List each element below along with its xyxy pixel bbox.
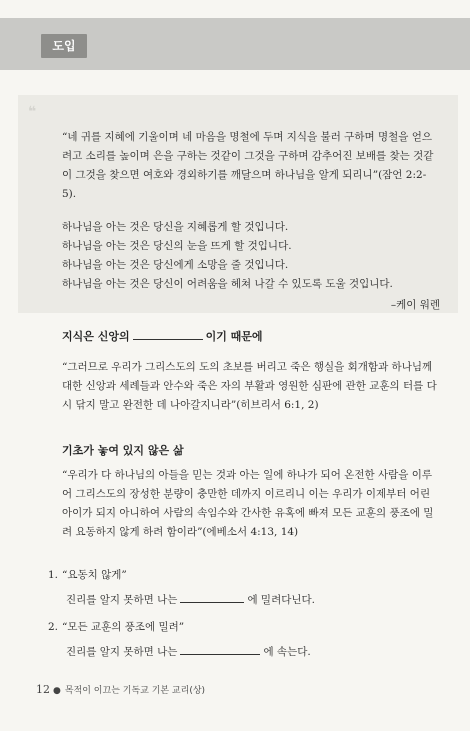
list-item bbox=[48, 566, 448, 610]
fill-blank[interactable] bbox=[133, 329, 203, 340]
bullet-icon: ● bbox=[53, 686, 61, 696]
page-footer bbox=[36, 683, 205, 696]
panel-ornament: ❝ bbox=[28, 104, 37, 120]
section2-quote: “우리가 다 하나님의 아들을 믿는 것과 아는 일에 하나가 되어 온전한 사람을 이루어 그리스도의 장성한 분량이 충만한 데까지 이르리니 이는 우리가 이제부터 어린아이가 되지 아니하여 사람의 속임수와 간사한 유혹에 빠져 모든 교훈의 풍조에 밀려 요동하지 않게 하려 함이라”(에베소서 4:13, 14) bbox=[62, 469, 434, 538]
item-number: 1. bbox=[48, 569, 59, 581]
intro-line: 하나님을 아는 것은 당신에게 소망을 줄 것입니다. bbox=[62, 259, 289, 271]
item-number: 2. bbox=[48, 621, 59, 633]
list-item bbox=[48, 618, 448, 662]
fill-blank[interactable] bbox=[180, 644, 260, 655]
intro-line: 하나님을 아는 것은 당신을 지혜롭게 할 것입니다. bbox=[62, 221, 289, 233]
page-number: 12 bbox=[36, 683, 50, 696]
intro-content bbox=[62, 128, 440, 326]
section1-heading-after: 이기 때문에 bbox=[205, 330, 263, 343]
section-tag: 도입 bbox=[41, 34, 87, 58]
intro-line: 하나님을 아는 것은 당신이 어려움을 헤쳐 나갈 수 있도록 도울 것입니다. bbox=[62, 278, 393, 290]
item-text-before: 진리를 알지 못하면 나는 bbox=[66, 646, 178, 658]
item-text-before: 진리를 알지 못하면 나는 bbox=[66, 594, 178, 606]
item-text-after: 에 밀려다닌다. bbox=[247, 594, 315, 606]
intro-lines bbox=[62, 218, 440, 294]
section1-heading-before: 지식은 신앙의 bbox=[62, 330, 130, 343]
book-title: 목적이 이끄는 기독교 기본 교리(상) bbox=[64, 686, 206, 696]
section2-heading: 기초가 놓여 있지 않은 삶 bbox=[62, 444, 184, 457]
item-text-after: 에 속는다. bbox=[263, 646, 311, 658]
item-title: “모든 교훈의 풍조에 밀려” bbox=[62, 621, 185, 633]
section1-heading bbox=[62, 328, 263, 344]
fill-blank[interactable] bbox=[180, 592, 244, 603]
intro-quote: “네 귀를 지혜에 기울이며 네 마음을 명철에 두며 지식을 불러 구하며 명철을 얻으려고 소리를 높이며 은을 구하는 것같이 그것을 구하며 감추어진 보배를 찾는 것같이 그것을 찾으면 여호와 경외하기를 깨달으며 하나님을 알게 되리니”(잠언 2:2-5). bbox=[62, 131, 434, 200]
intro-line: 하나님을 아는 것은 당신의 눈을 뜨게 할 것입니다. bbox=[62, 240, 292, 252]
intro-attribution: –케이 워렌 bbox=[390, 299, 440, 311]
section1-quote: “그러므로 우리가 그리스도의 도의 초보를 버리고 죽은 행실을 회개함과 하나님께 대한 신앙과 세례들과 안수와 죽은 자의 부활과 영원한 심판에 관한 교훈의 터를 다시 닦지 말고 완전한 데 나아갈지니라”(히브리서 6:1, 2) bbox=[62, 361, 437, 411]
item-title: “요동치 않게” bbox=[62, 569, 127, 581]
